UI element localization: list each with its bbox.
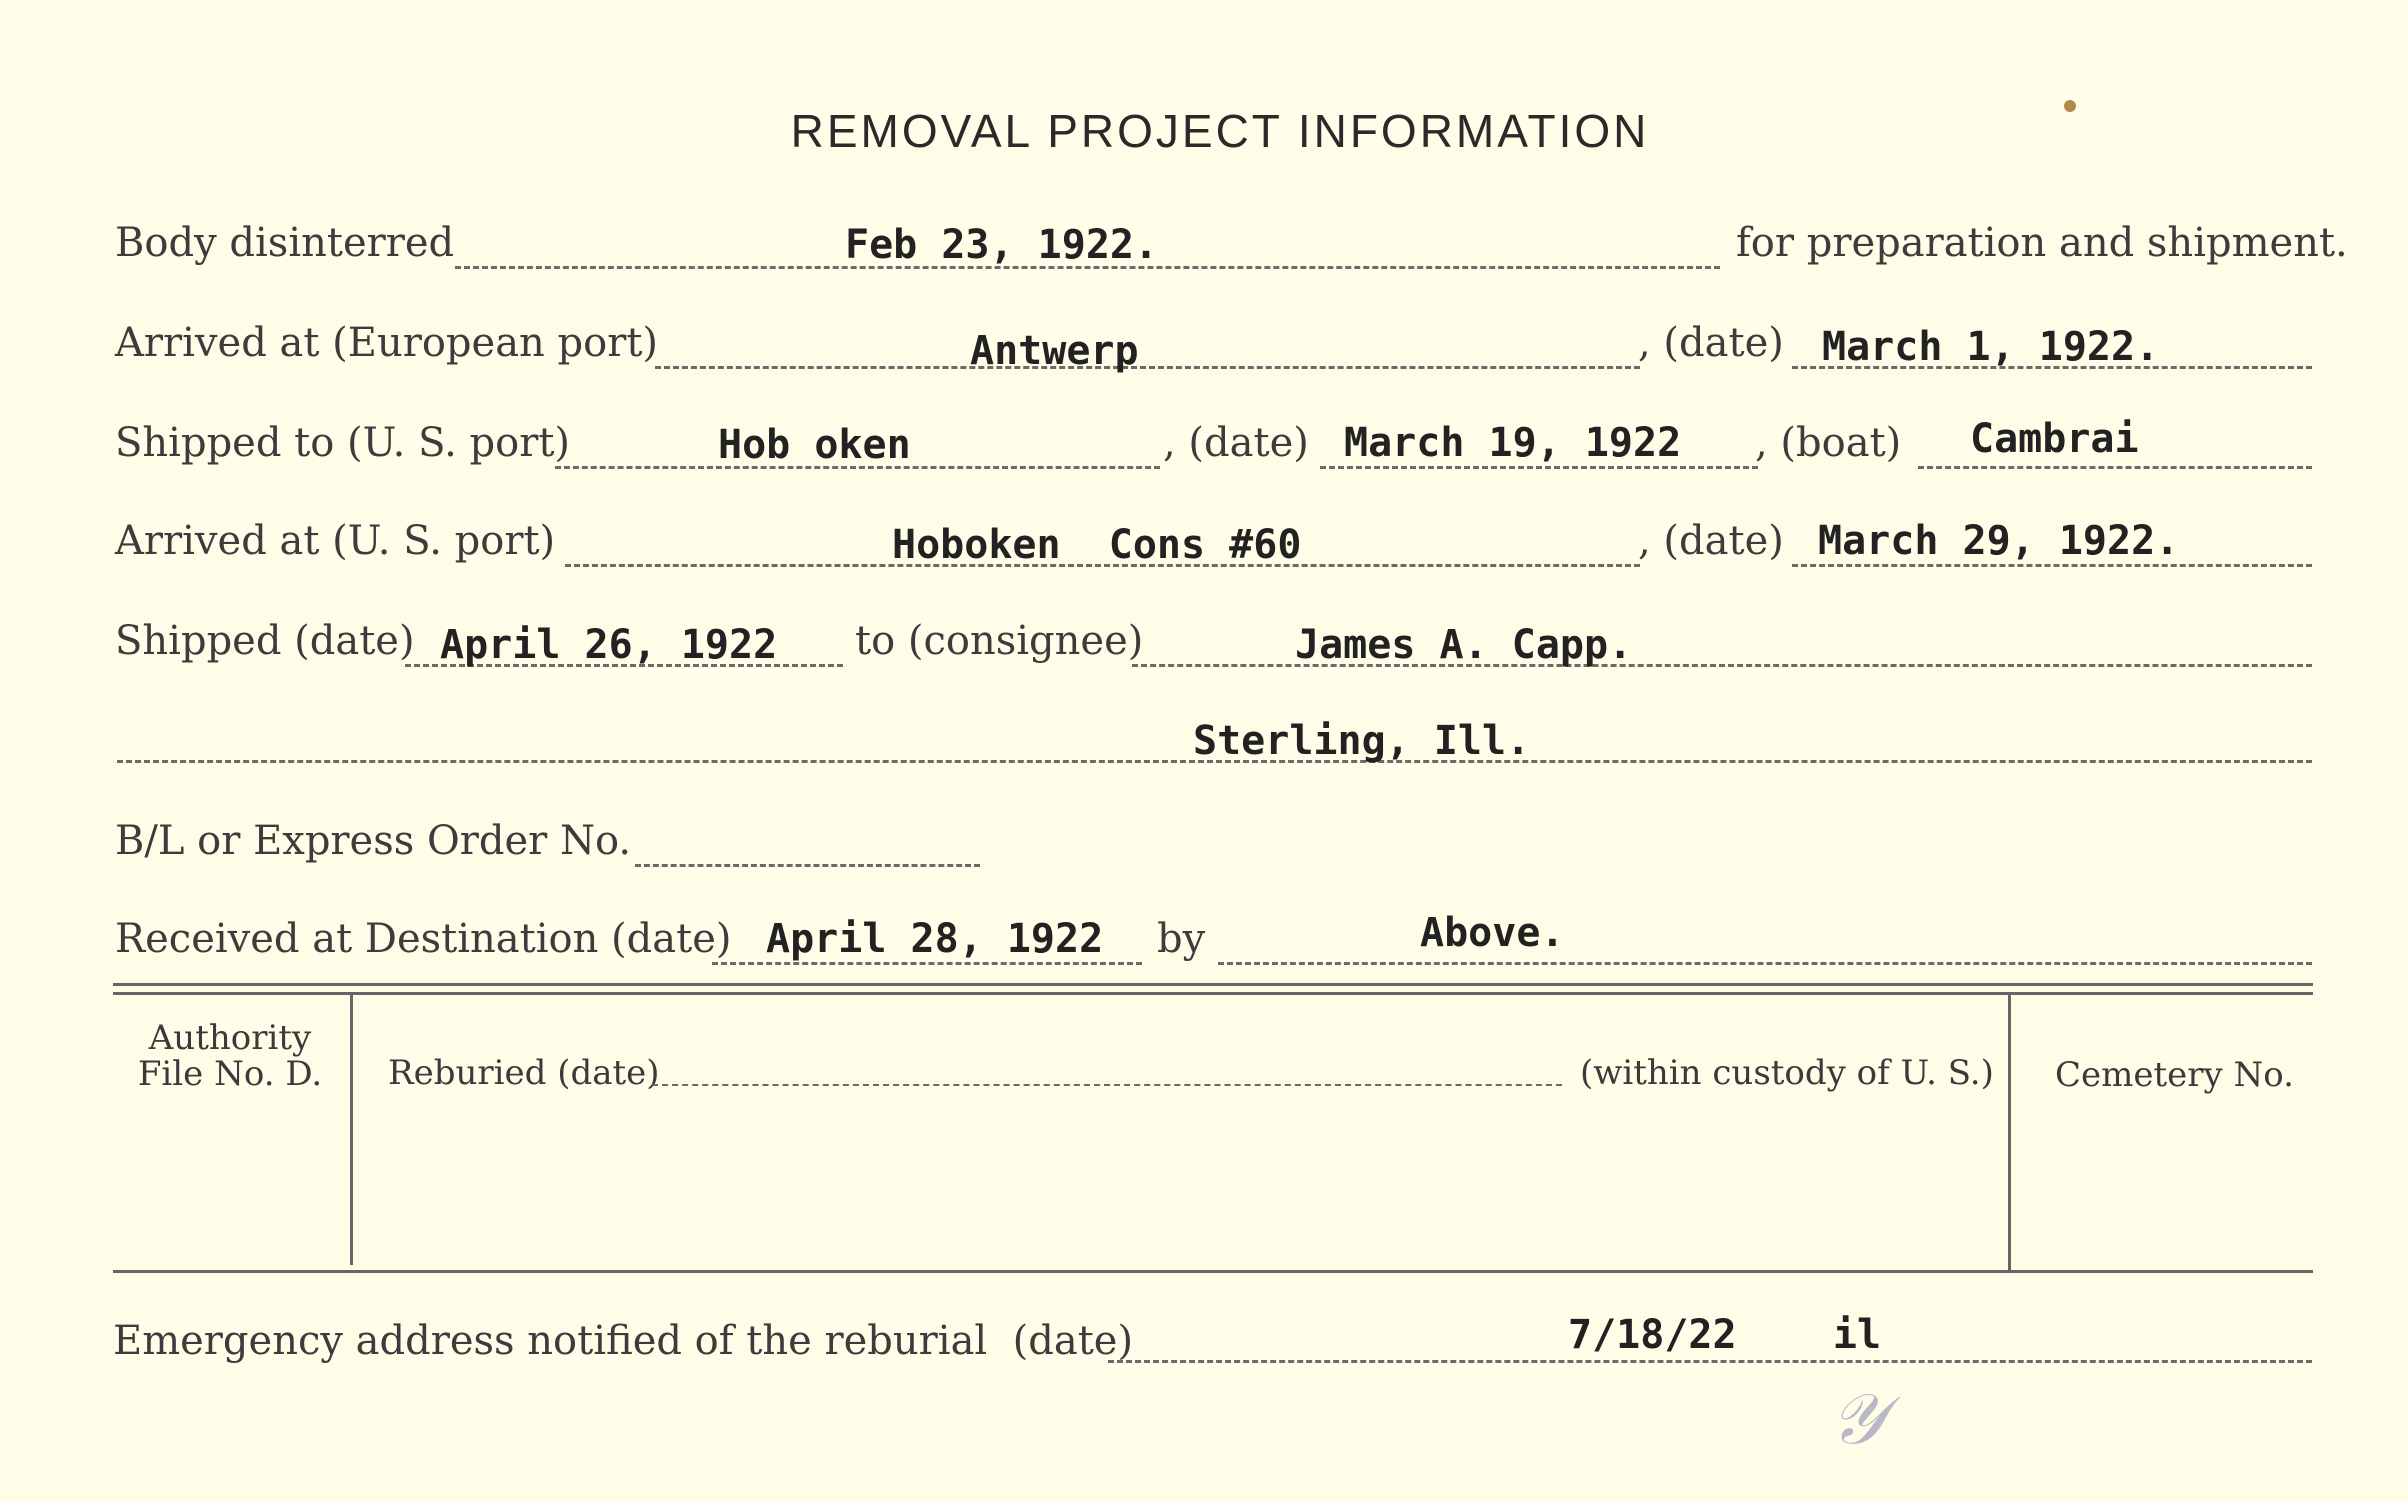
arrived-us-date-line [1792, 564, 2312, 567]
emergency-line [1108, 1360, 2312, 1363]
handwritten-mark: 𝒴 [1830, 1378, 1885, 1460]
disinterred-suffix: for preparation and shipment. [1736, 220, 2348, 266]
authority-label-line2: File No. D. [137, 1054, 323, 1094]
custody-label: (within custody of U. S.) [1580, 1053, 1994, 1093]
box-right-divider [2008, 995, 2011, 1270]
received-by-line [1218, 962, 2312, 965]
shipped-label: Shipped (date) [115, 618, 415, 664]
row-us-port-arrived [0, 518, 2408, 578]
us-port-date-line [1320, 466, 1758, 469]
arrived-us-date-label: , (date) [1638, 518, 1784, 564]
shipped-date: April 26, 1922 [440, 622, 778, 668]
row-bl [0, 818, 2408, 878]
bl-line [635, 864, 980, 867]
us-port-label: Shipped to (U. S. port) [115, 420, 570, 466]
cemetery-label: Cemetery No. [2055, 1055, 2294, 1095]
euro-port-value: Antwerp [970, 328, 1139, 374]
arrived-us-date: March 29, 1922. [1818, 518, 2180, 564]
row-emergency [0, 1312, 2408, 1378]
reburied-line [652, 1084, 1562, 1086]
euro-port-date-label: , (date) [1638, 320, 1784, 366]
us-port-date: March 19, 1922 [1344, 420, 1682, 466]
authority-label [120, 1020, 340, 1092]
row-european-port [0, 320, 2408, 380]
euro-port-date: March 1, 1922. [1822, 324, 2160, 370]
boat-label: , (boat) [1755, 420, 1902, 466]
disinterred-label: Body disinterred [115, 220, 455, 266]
euro-port-line [655, 366, 1640, 369]
box-top-rule [113, 983, 2313, 986]
us-port-value: Hob oken [718, 422, 911, 468]
box-bottom-rule [113, 1270, 2313, 1273]
us-port-date-label: , (date) [1163, 420, 1309, 466]
received-by-value: Above. [1420, 910, 1565, 956]
arrived-us-value: Hoboken Cons #60 [892, 522, 1302, 568]
box-top-rule-2 [113, 992, 2313, 995]
received-date: April 28, 1922 [766, 916, 1104, 962]
card-title [0, 104, 2408, 158]
arrived-us-label: Arrived at (U. S. port) [115, 518, 556, 564]
boat-line [1918, 466, 2312, 469]
disinterred-value: Feb 23, 1922. [845, 222, 1159, 268]
reburied-label: Reburied (date) [388, 1053, 660, 1093]
consignee-label: to (consignee) [855, 618, 1144, 664]
euro-port-label: Arrived at (European port) [115, 320, 659, 366]
card-title-text: REMOVAL PROJECT INFORMATION [790, 105, 1650, 157]
consignee-value: James A. Capp. [1295, 622, 1633, 668]
authority-label-line1: Authority [148, 1018, 312, 1058]
bl-label: B/L or Express Order No. [115, 818, 632, 864]
emergency-label: Emergency address notified of the reburial (date) [113, 1318, 1134, 1364]
box-left-divider [350, 995, 353, 1265]
received-date-line [712, 962, 1142, 965]
row-disinterred [0, 220, 2408, 280]
received-label: Received at Destination (date) [115, 916, 732, 962]
address-value: Sterling, Ill. [1193, 718, 1531, 764]
received-by-label: by [1157, 916, 1206, 962]
boat-value: Cambrai [1970, 416, 2139, 462]
row-received [0, 910, 2408, 976]
row-address [0, 718, 2408, 778]
row-shipped [0, 618, 2408, 678]
row-us-port-shipped [0, 416, 2408, 480]
emergency-value: 7/18/22 il [1568, 1312, 1882, 1358]
